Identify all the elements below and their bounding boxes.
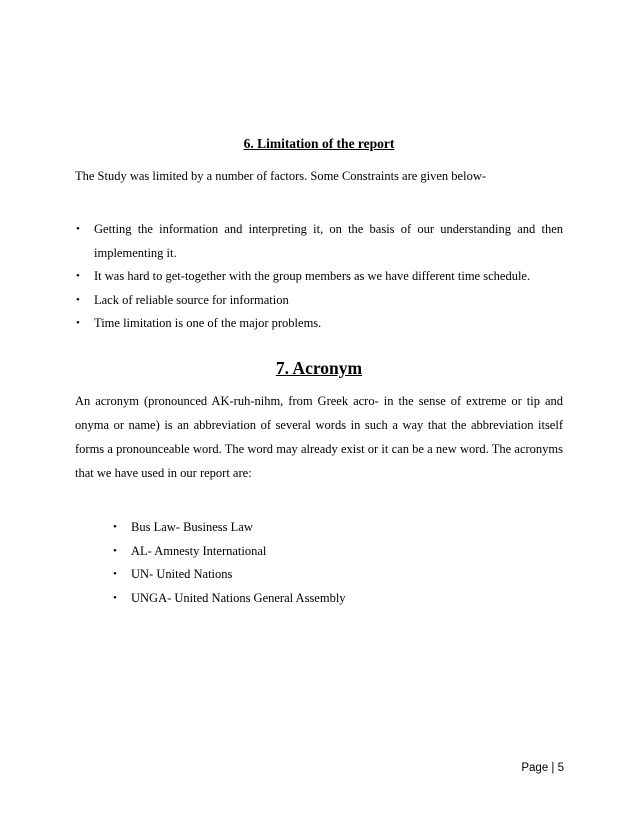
list-item-text: Getting the information and interpreting it, on the basis of our understanding and then implementing it. <box>94 222 563 260</box>
limitations-list <box>76 218 563 336</box>
bullet-icon: • <box>113 521 117 533</box>
section-6-intro: The Study was limited by a number of factors. Some Constraints are given below- <box>75 169 487 183</box>
list-item <box>76 265 563 289</box>
section-7-paragraph: An acronym (pronounced AK-ruh-nihm, from Greek acro- in the sense of extreme or tip and onyma or name) is an abbreviation of several words in such a way that the abbreviation itself forms a pronounceable word. The word may already exist or it can be a new word. The acronyms that we have used in our report are: <box>75 394 563 480</box>
list-item-text: UNGA- United Nations General Assembly <box>131 590 346 605</box>
list-item <box>76 218 563 265</box>
list-item <box>113 587 531 611</box>
list-item-text: UN- United Nations <box>131 567 233 581</box>
section-7-heading: 7. Acronym <box>275 358 363 378</box>
bullet-icon: • <box>76 317 80 329</box>
bullet-icon: • <box>113 568 117 580</box>
list-item-text: Lack of reliable source for information <box>94 292 289 307</box>
list-item <box>76 289 563 313</box>
list-item <box>113 516 531 540</box>
list-item <box>113 563 531 587</box>
bullet-icon: • <box>76 293 80 306</box>
list-item-text: Time limitation is one of the major problems. <box>94 316 322 330</box>
bullet-icon: • <box>76 270 80 282</box>
list-item-text: It was hard to get-together with the group members as we have different time schedule. <box>94 269 531 283</box>
section-6-heading: 6. Limitation of the report <box>243 136 395 151</box>
list-item <box>113 540 531 564</box>
page-number: Page | 5 <box>521 762 564 774</box>
bullet-icon: • <box>76 223 80 235</box>
bullet-icon: • <box>113 591 117 604</box>
list-item-text: Bus Law- Business Law <box>131 520 253 534</box>
list-item <box>76 312 563 336</box>
acronyms-list <box>113 516 531 610</box>
bullet-icon: • <box>113 544 117 557</box>
list-item-text: AL- Amnesty International <box>131 543 267 558</box>
